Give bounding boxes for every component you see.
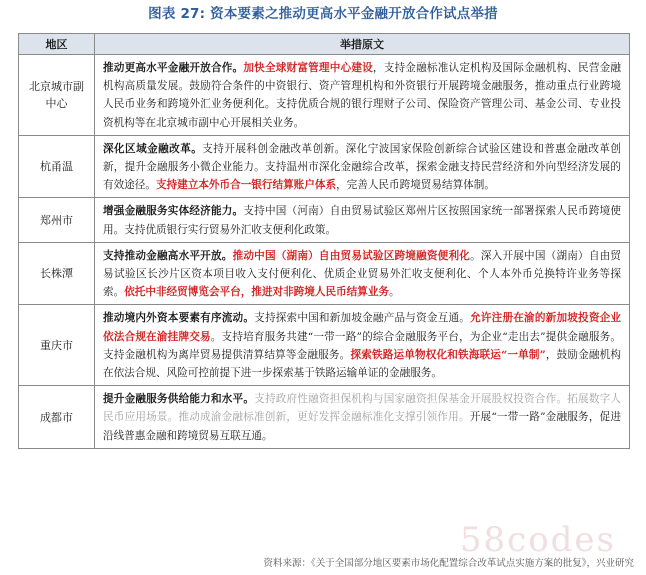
- measure-heading-text: 推动境内外资本要素有序流动。: [103, 312, 255, 325]
- measure-text: ，支持金融标准认定机构及国际金融机构、民营金融机构高质量发展。鼓励符合条件的中资银行、资产管理机构和外资银行开展跨境金融服务，推动重点行业跨境人民币业务和跨境外汇业务便利化。支持优质合规的银行理财子公司、保险资产管理公司、基金公司、专业投资机构等在北京城市副中心开展相关业务。: [103, 62, 622, 129]
- table-row: [19, 305, 630, 386]
- table-row: [19, 242, 630, 305]
- table-body: [19, 55, 630, 449]
- measure-text: ，鼓励金融机构在依法合规、风险可控前提下进一步探索基于铁路运输单证的金融服务。: [103, 348, 622, 380]
- measure-text: 。: [389, 286, 400, 299]
- region-cell: 长株潭: [19, 242, 95, 305]
- measures-cell: [95, 198, 630, 242]
- measures-cell: [95, 135, 630, 198]
- measure-heading-text: 推动更高水平金融开放合作。: [103, 62, 244, 74]
- measures-cell: [95, 55, 630, 136]
- table-header-row: [19, 34, 630, 55]
- source-note: 资料来源：《关于全国部分地区要素市场化配置综合改革试点实施方案的批复》，兴业研究: [263, 558, 634, 569]
- measure-heading-text: 提升金融服务供给能力和水平。: [103, 393, 255, 406]
- measure-text: 支持政府性融资担保机构与国家融资担保基金开展股权投资合作。拓展数字人民币应用场景。推动成渝金融标准创新，更好发挥金融标准化支撑引领作用。: [103, 393, 622, 424]
- highlighted-measure-text: 推动中国（湖南）自由贸易试验区跨境融资便利化: [232, 249, 471, 262]
- region-cell: 杭甬温: [19, 135, 95, 198]
- measures-cell: [95, 305, 630, 386]
- region-cell: 郑州市: [19, 198, 95, 242]
- highlighted-measure-text: 探索铁路运单物权化和铁海联运“一单制”: [350, 348, 546, 361]
- chart-title: 图表 27: 资本要素之推动更高水平金融开放合作试点举措: [148, 6, 498, 22]
- header-region: 地区: [19, 34, 95, 55]
- measures-cell: [95, 386, 630, 449]
- highlighted-measure-text: 支持建立本外币合一银行结算账户体系: [155, 179, 337, 192]
- highlighted-measure-text: 允许注册在渝的新加坡投资企业依法合规在渝挂牌交易: [103, 312, 622, 343]
- measure-heading-text: 深化区域金融改革。: [103, 142, 203, 155]
- highlighted-measure-text: 依托中非经贸博览会平台，推进对非跨境人民币结算业务: [124, 286, 390, 299]
- measure-text: 。支持培育服务共建“一带一路”的综合金融服务平台，为企业“走出去”提供金融服务。支持金融机构为离岸贸易提供清算结算等金融服务。: [103, 330, 621, 361]
- watermark: 58codes: [459, 520, 616, 560]
- measure-text: 开展“一带一路”金融服务，促进沿线普惠金融和跨境贸易互联互通。: [103, 411, 621, 442]
- table-row: [19, 386, 630, 449]
- measure-text: 支持探索中国和新加坡金融产品与资金互通。: [254, 312, 471, 325]
- measure-heading-text: 支持推动金融高水平开放。: [103, 249, 233, 262]
- table-row: [19, 198, 630, 242]
- region-cell: 成都市: [19, 386, 95, 449]
- measure-text: 支持中国（河南）自由贸易试验区郑州片区按照国家统一部署探索人民币跨境使用。支持优质银行实行贸易外汇收支便利化政策。: [103, 205, 622, 236]
- region-cell: 北京城市副中心: [19, 55, 95, 136]
- table-row: [19, 55, 630, 136]
- table-row: [19, 135, 630, 198]
- measure-text: 支持开展科创金融改革创新。深化宁波国家保险创新综合试验区建设和普惠金融改革创新，提升金融服务小微企业能力。支持温州市深化金融综合改革，探索金融支持民营经济和外向型经济发展的有效途径。: [103, 142, 622, 192]
- measures-cell: [95, 242, 630, 305]
- highlighted-measure-text: 加快全球财富管理中心建设: [243, 62, 373, 74]
- header-measures: 举措原文: [95, 34, 630, 55]
- measure-text: 。深入开展中国（湖南）自由贸易试验区长沙片区资本项目收入支付便利化、优质企业贸易外汇收支便利化、个人本外币兑换特许业务等探索。: [103, 249, 622, 299]
- region-cell: 重庆市: [19, 305, 95, 386]
- measures-table: [18, 33, 630, 449]
- measure-heading-text: 增强金融服务实体经济能力。: [103, 205, 244, 218]
- measure-text: ，完善人民币跨境贸易结算体制。: [336, 179, 495, 192]
